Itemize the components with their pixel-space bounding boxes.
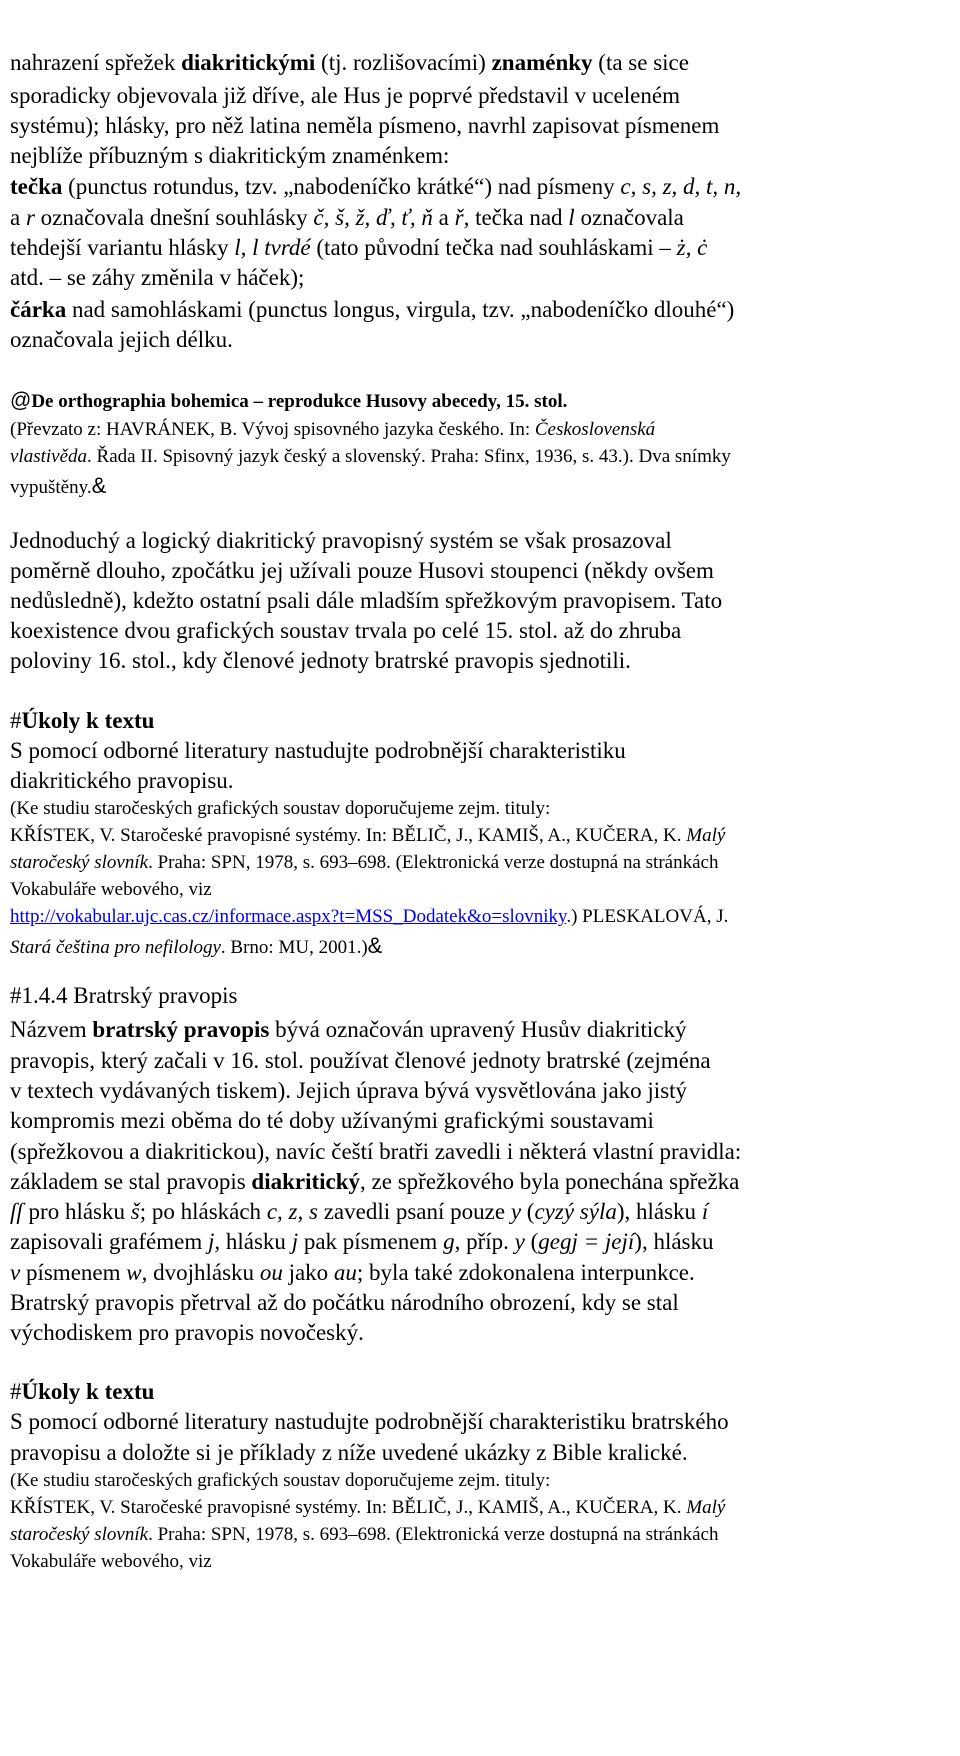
task1-heading <box>10 708 956 734</box>
text: základem se stal pravopis <box>10 1169 252 1194</box>
bold-term: znaménky <box>491 50 593 75</box>
end-marker: & <box>91 473 107 498</box>
section-line-6 <box>10 1169 956 1195</box>
task2-line-6: Vokabuláře webového, viz <box>10 1551 212 1572</box>
text: (tato původní tečka nad souhláskami – <box>310 235 677 260</box>
p1-line-9 <box>10 297 956 323</box>
text: KŘÍSTEK, V. Staročeské pravopisné systémy. In: BĚLIČ, J., KAMIŠ, A., KUČERA, K. <box>10 1497 687 1518</box>
p2-line-1: Jednoduchý a logický diakritický pravopisný systém se však prosazoval <box>10 528 672 553</box>
section-line-1 <box>10 1017 956 1043</box>
text: , dvojhlásku <box>141 1260 260 1285</box>
p1-line-3: systému); hlásky, pro něž latina neměla písmeno, navrhl zapisovat písmenem <box>10 113 720 138</box>
section-line-2: pravopis, který začali v 16. stol. používat členové jednoty bratrské (zejména <box>10 1048 711 1073</box>
section-line-3: v textech vydávaných tiskem). Jejich úprava bývá vysvětlována jako jistý <box>10 1078 688 1103</box>
task1-line-3: (Ke studiu staročeských grafických soustav doporučujeme zejm. tituly: <box>10 798 551 819</box>
text: . Brno: MU, 2001.) <box>220 937 368 958</box>
text: nad samohláskami (punctus longus, virgula, tzv. „nabodeníčko dlouhé“) <box>66 297 735 322</box>
text: a <box>432 205 455 230</box>
italic-letter: r <box>25 205 35 230</box>
text: . Praha: SPN, 1978, s. 693–698. (Elektronická verze dostupná na stránkách <box>148 852 719 873</box>
p2-line-3: nedůsledně), kdežto ostatní psali dále mladším spřežkovým pravopisem. Tato <box>10 588 723 613</box>
text: bývá označován upravený Husův diakritický <box>269 1017 687 1042</box>
italic-letters: au <box>333 1260 357 1285</box>
task1-line-4 <box>10 825 956 847</box>
section-line-10: Bratrský pravopis přetrval až do počátku národního obrození, kdy se stal <box>10 1290 679 1315</box>
text: (Převzato z: HAVRÁNEK, B. Vývoj spisovného jazyka českého. In: <box>10 419 535 440</box>
text: , příp. <box>454 1229 515 1254</box>
task1-line-6: Vokabuláře webového, viz <box>10 879 212 900</box>
figure-source-3 <box>10 473 956 499</box>
p2-line-5: poloviny 16. stol., kdy členové jednoty bratrské pravopis sjednotili. <box>10 648 631 673</box>
italic-letter: í <box>701 1199 709 1224</box>
task2-heading <box>10 1379 956 1405</box>
section-line-8 <box>10 1229 956 1255</box>
section-line-5: (spřežkovou a diakritickou), navíc čeští bratři zavedli i některá vlastní pravidla: <box>10 1139 742 1164</box>
text: KŘÍSTEK, V. Staročeské pravopisné systémy. In: BĚLIČ, J., KAMIŠ, A., KUČERA, K. <box>10 825 687 846</box>
italic-letter: y <box>514 1229 525 1254</box>
p1-line-5 <box>10 174 956 200</box>
text: tehdejší variantu hlásky <box>10 235 235 260</box>
at-marker: @ <box>10 389 32 412</box>
task2-line-2: pravopisu a doložte si je příklady z níže uvedené ukázky z Bible kralické. <box>10 1440 688 1465</box>
text: ; po hláskách <box>139 1199 267 1224</box>
bold-term: diakritický <box>251 1169 361 1194</box>
italic-letters: c, s, z, d, t, n, <box>620 174 742 199</box>
text: zavedli psaní pouze <box>317 1199 511 1224</box>
section-line-7 <box>10 1199 956 1225</box>
italic-letter: j <box>291 1229 299 1254</box>
figure-caption: De orthographia bohemica – reprodukce Husovy abecedy, 15. stol. <box>31 391 568 412</box>
p1-line-7 <box>10 235 956 261</box>
italic-letter: l, <box>234 235 247 260</box>
text: . Řada II. Spisovný jazyk český a slovenský. Praha: Sfinx, 1936, s. 43.). Dva snímky <box>87 446 731 467</box>
p1-line-10: označovala jejich délku. <box>10 327 233 352</box>
p2-line-4: koexistence dvou grafických soustav trvala po celé 15. stol. až do zhruba <box>10 618 682 643</box>
task1-line-7 <box>10 906 956 928</box>
text: ), hlásku <box>634 1229 714 1254</box>
italic-title: Malý <box>686 1497 726 1518</box>
italic-letter: v <box>10 1260 21 1285</box>
p1-line-1 <box>10 50 956 76</box>
text: . Praha: SPN, 1978, s. 693–698. (Elektronická verze dostupná na stránkách <box>148 1524 719 1545</box>
section-line-11: východiskem pro pravopis novočeský. <box>10 1320 364 1345</box>
text: , tečka nad <box>463 205 569 230</box>
task1-line-2: diakritického pravopisu. <box>10 768 234 793</box>
italic-example: cyzý sýla <box>534 1199 617 1224</box>
italic-letters: ſſ <box>10 1199 23 1224</box>
task2-line-1: S pomocí odborné literatury nastudujte podrobnější charakteristiku bratrského <box>10 1409 729 1434</box>
p1-line-2: sporadicky objevovala již dříve, ale Hus je poprvé představil v uceleném <box>10 83 680 108</box>
text: jako <box>282 1260 334 1285</box>
section-line-4: kompromis mezi oběma do té doby užívanými grafickými soustavami <box>10 1108 654 1133</box>
text: zapisovali grafémem <box>10 1229 208 1254</box>
text: ( <box>524 1229 539 1254</box>
vokabular-link[interactable]: http://vokabular.ujc.cas.cz/informace.aspx?t=MSS_Dodatek&o=slovniky <box>10 906 567 927</box>
text: nahrazení spřežek <box>10 50 182 75</box>
italic-letters: ż, ċ <box>676 235 708 260</box>
italic-letters: ou <box>259 1260 283 1285</box>
text: hlásku <box>220 1229 292 1254</box>
heading-text: Úkoly k textu <box>21 708 155 733</box>
section-heading: #1.4.4 Bratrský pravopis <box>10 983 238 1008</box>
text: (tj. rozlišovacími) <box>315 50 492 75</box>
text: (punctus rotundus, tzv. „nabodeníčko krátké“) nad písmeny <box>62 174 621 199</box>
figure-source-1 <box>10 419 956 441</box>
italic-title: Československá <box>534 419 656 440</box>
text: pro hlásku <box>22 1199 131 1224</box>
end-marker: & <box>367 933 383 958</box>
italic-letter: ř <box>454 205 464 230</box>
italic-letter: g <box>443 1229 455 1254</box>
text: ), hlásku <box>616 1199 702 1224</box>
italic-title: staročeský slovník <box>10 1524 149 1545</box>
task2-line-5 <box>10 1524 956 1546</box>
bold-term: tečka <box>10 174 63 199</box>
text: (ta se sice <box>592 50 689 75</box>
italic-letters: c, z, s <box>266 1199 318 1224</box>
italic-title: vlastivěda <box>10 446 88 467</box>
section-line-9 <box>10 1260 956 1286</box>
p1-line-4: nejblíže příbuzným s diakritickým znaménkem: <box>10 143 450 168</box>
hash-marker: # <box>10 1379 22 1404</box>
italic-letter: j, <box>207 1229 221 1254</box>
heading-text: Úkoly k textu <box>21 1379 155 1404</box>
text: vypuštěny. <box>10 477 92 498</box>
italic-title: staročeský slovník <box>10 852 149 873</box>
italic-title: Stará čeština pro nefilology <box>10 937 221 958</box>
p1-line-8: atd. – se záhy změnila v háček); <box>10 265 305 290</box>
italic-title: Malý <box>686 825 726 846</box>
italic-letters: č, š, ž, ď, ť, ň <box>313 205 433 230</box>
italic-letter: y <box>510 1199 522 1224</box>
text: Názvem <box>10 1017 93 1042</box>
text: ; byla také zdokonalena interpunkce. <box>356 1260 695 1285</box>
task2-line-3: (Ke studiu staročeských grafických soustav doporučujeme zejm. tituly: <box>10 1470 551 1491</box>
bold-term: bratrský pravopis <box>92 1017 270 1042</box>
bold-term: čárka <box>10 297 67 322</box>
figure-title <box>10 389 956 413</box>
italic-example: gegj = její <box>538 1229 635 1254</box>
text: ( <box>521 1199 535 1224</box>
hash-marker: # <box>10 708 22 733</box>
text: označovala dnešní souhlásky <box>34 205 314 230</box>
task1-line-8 <box>10 933 956 959</box>
task1-line-1: S pomocí odborné literatury nastudujte podrobnější charakteristiku <box>10 738 626 763</box>
text: .) PLESKALOVÁ, J. <box>566 906 729 927</box>
italic-letter: l <box>568 205 575 230</box>
p1-line-6 <box>10 205 956 231</box>
task1-line-5 <box>10 852 956 874</box>
text: označovala <box>574 205 684 230</box>
bold-term: diakritickými <box>181 50 316 75</box>
italic-letter: w <box>126 1260 142 1285</box>
text: písmenem <box>20 1260 127 1285</box>
p2-line-2: poměrně dlouho, zpočátku jej užívali pouze Husovi stoupenci (někdy ovšem <box>10 558 714 583</box>
text: a <box>10 205 26 230</box>
text: , ze spřežkového byla ponechána spřežka <box>360 1169 740 1194</box>
figure-source-2 <box>10 446 956 468</box>
task2-line-4 <box>10 1497 956 1519</box>
italic-term: l tvrdé <box>252 235 311 260</box>
italic-letter: š <box>130 1199 140 1224</box>
text: pak písmenem <box>298 1229 444 1254</box>
